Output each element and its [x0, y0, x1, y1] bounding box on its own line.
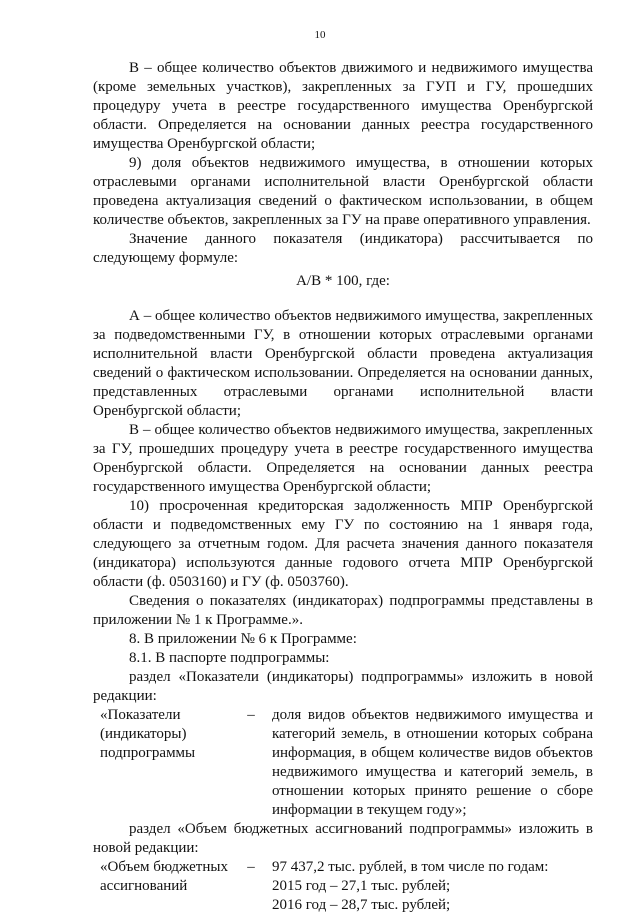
document-body [93, 59, 593, 915]
budget-definition-table [93, 858, 593, 915]
page-number: 10 [314, 29, 326, 41]
paragraph-indicators-info: Сведения о показателях (индикаторах) подпрограммы представлены в приложении № 1 к Программе.». [93, 593, 593, 628]
indicators-label: «Показатели (индикаторы) подпрограммы [100, 707, 196, 761]
paragraph-a-definition: А – общее количество объектов недвижимого имущества, закрепленных за подведомственными ГУ, в отношении которых отраслевыми органами исполнительной власти Оренбургской области проведена актуализация сведений о фактическом использовании. Определяется на основании данных, представленных отраслевыми органами исполнительной власти Оренбургской области; [93, 308, 593, 419]
budget-year-2016-line: 2016 год – 28,7 тыс. рублей; [272, 897, 451, 913]
budget-year-2015-line: 2015 год – 27,1 тыс. рублей; [272, 878, 451, 894]
formula: А/В * 100, где: [296, 273, 390, 289]
budget-total-line: 97 437,2 тыс. рублей, в том числе по годам: [272, 859, 549, 875]
paragraph-indicators-section: раздел «Показатели (индикаторы) подпрограммы» изложить в новой редакции: [93, 669, 593, 704]
indicators-definition-table [93, 706, 593, 820]
paragraph-item-8: 8. В приложении № 6 к Программе: [129, 631, 357, 647]
paragraph-budget-section: раздел «Объем бюджетных ассигнований подпрограммы» изложить в новой редакции: [93, 821, 593, 856]
budget-values [272, 858, 593, 915]
budget-dash: – [247, 859, 255, 875]
indicators-dash: – [247, 707, 255, 723]
budget-label: «Объем бюджетных ассигнований [100, 859, 228, 894]
paragraph-b2-definition: В – общее количество объектов недвижимого имущества, закрепленных за ГУ, прошедших процедуру учета в реестре государственного имущества Оренбургской области. Определяется на основании данных реестра государственного имущества Оренбургской области; [93, 422, 593, 495]
paragraph-calculation-intro: Значение данного показателя (индикатора) рассчитывается по следующему формуле: [93, 231, 593, 266]
paragraph-b-definition: В – общее количество объектов движимого и недвижимого имущества (кроме земельных участков), закрепленных за ГУП и ГУ, прошедших процедуру учета в реестре государственного имущества Оренбургской области. Определяется на основании данных реестра государственного имущества Оренбургской области; [93, 60, 593, 152]
indicators-value: доля видов объектов недвижимого имущества и категорий земель, в отношении которых собрана информация, в общем количестве видов объектов недвижимого имущества и категорий земель, в отношении которых принято решение о сборе информации в текущем году»; [272, 707, 593, 818]
paragraph-item-9: 9) доля объектов недвижимого имущества, в отношении которых отраслевыми органами исполнительной власти Оренбургской области проведена актуализация сведений о фактическом использовании, в общем количестве объектов, закрепленных за ГУ на праве оперативного управления. [93, 155, 593, 228]
paragraph-item-10: 10) просроченная кредиторская задолженность МПР Оренбургской области и подведомственных ему ГУ по состоянию на 1 января года, следующего за отчетным годом. Для расчета значения данного показателя (индикатора) используются данные годового отчета МПР Оренбургской области (ф. 0503160) и ГУ (ф. 0503760). [93, 498, 593, 590]
paragraph-item-8-1: 8.1. В паспорте подпрограммы: [129, 650, 330, 666]
